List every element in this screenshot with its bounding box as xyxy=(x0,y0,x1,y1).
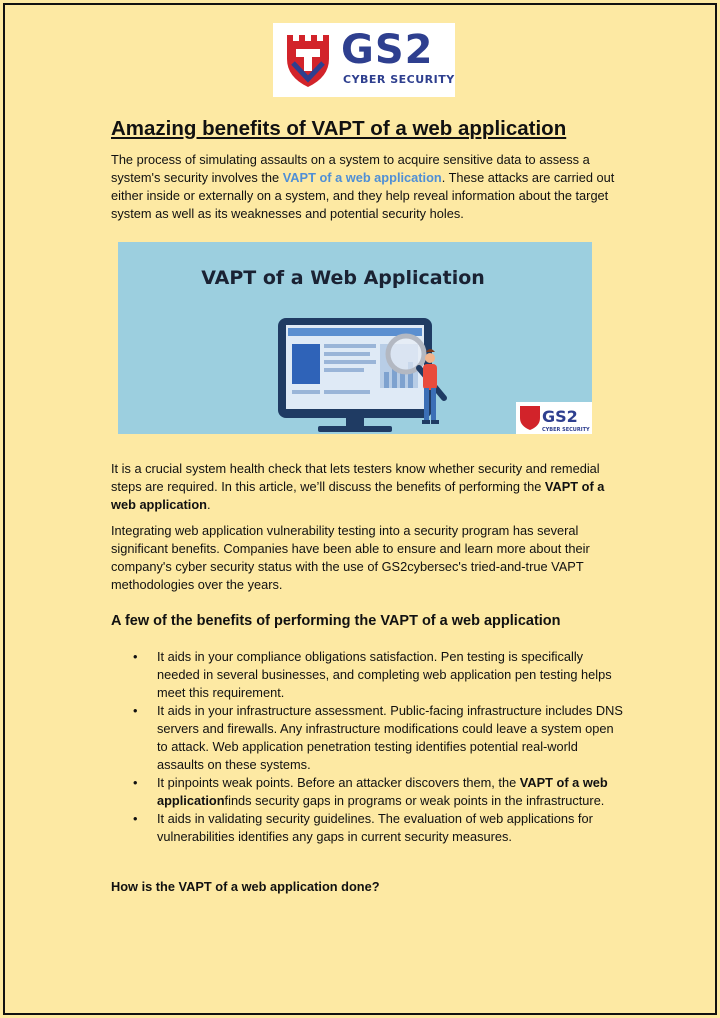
page-title: Amazing benefits of VAPT of a web application xyxy=(111,117,567,140)
benefit-text: It aids in your infrastructure assessment. Public-facing infrastructure includes DNS servers and firewalls. Any infrastructure modifications could leave a system open to attack. Web application penetration testing identifies potential real-world assaults on these systems. xyxy=(157,703,623,772)
list-item xyxy=(133,702,623,774)
health-check-paragraph xyxy=(111,460,621,514)
benefit-text: It aids in validating security guidelines. The evaluation of web applications for vulnerabilities identifies any gaps in current security measures. xyxy=(157,811,593,844)
benefit-bold: VAPT of a web application xyxy=(157,775,608,808)
intro-text-end: . These attacks are carried out either inside or externally on a system, and they help reveal information about the target system as well as its weaknesses and potential security holes. xyxy=(111,170,615,221)
list-item xyxy=(133,648,623,702)
paragraph2-text: It is a crucial system health check that lets testers know whether security and remedial steps are required. In this article, we’ll discuss the benefits of performing the xyxy=(111,461,600,494)
benefit-text-start: It pinpoints weak points. Before an attacker discovers them, the xyxy=(157,775,520,790)
hero-illustration xyxy=(118,242,592,434)
intro-text-start: The process of simulating assaults on a system to acquire sensitive data to assess a system's security involves the xyxy=(111,152,590,185)
bullet-icon: • xyxy=(133,811,138,826)
benefits-list xyxy=(133,648,623,846)
hero-logo-name: GS2 xyxy=(542,407,578,426)
integration-paragraph xyxy=(111,522,621,594)
hero-logo-tagline: CYBER SECURITY xyxy=(542,427,590,433)
benefit-text: It aids in your compliance obligations satisfaction. Pen testing is specifically needed in several businesses, and completing web application pen testing helps meet this requirement. xyxy=(157,649,612,700)
bullet-icon: • xyxy=(133,775,138,790)
hero-title: VAPT of a Web Application xyxy=(201,267,485,289)
shield-logo-icon xyxy=(279,29,339,91)
person-icon xyxy=(425,353,435,363)
how-heading: How is the VAPT of a web application done? xyxy=(111,879,380,894)
bullet-icon: • xyxy=(133,649,138,664)
logo-tagline: CYBER SECURITY xyxy=(343,73,455,86)
document-page xyxy=(3,3,717,1015)
intro-paragraph xyxy=(111,151,621,223)
hero-svg xyxy=(118,242,592,434)
list-item xyxy=(133,774,623,810)
benefit-text-end: finds security gaps in programs or weak points in the infrastructure. xyxy=(224,793,605,808)
paragraph2-end: . xyxy=(207,497,211,512)
paragraph2-bold: VAPT of a web application xyxy=(111,479,605,512)
vapt-link[interactable]: VAPT of a web application xyxy=(282,170,442,185)
list-item xyxy=(133,810,623,846)
gs2-logo xyxy=(273,23,455,97)
logo-name: GS2 xyxy=(341,27,434,73)
paragraph3-text: Integrating web application vulnerability testing into a security program has several significant benefits. Companies have been able to ensure and learn more about their company's cyber security status with the use of GS2cybersec's tried-and-true VAPT methodologies over the years. xyxy=(111,523,590,592)
benefits-heading: A few of the benefits of performing the VAPT of a web application xyxy=(111,613,561,629)
bullet-icon: • xyxy=(133,703,138,718)
